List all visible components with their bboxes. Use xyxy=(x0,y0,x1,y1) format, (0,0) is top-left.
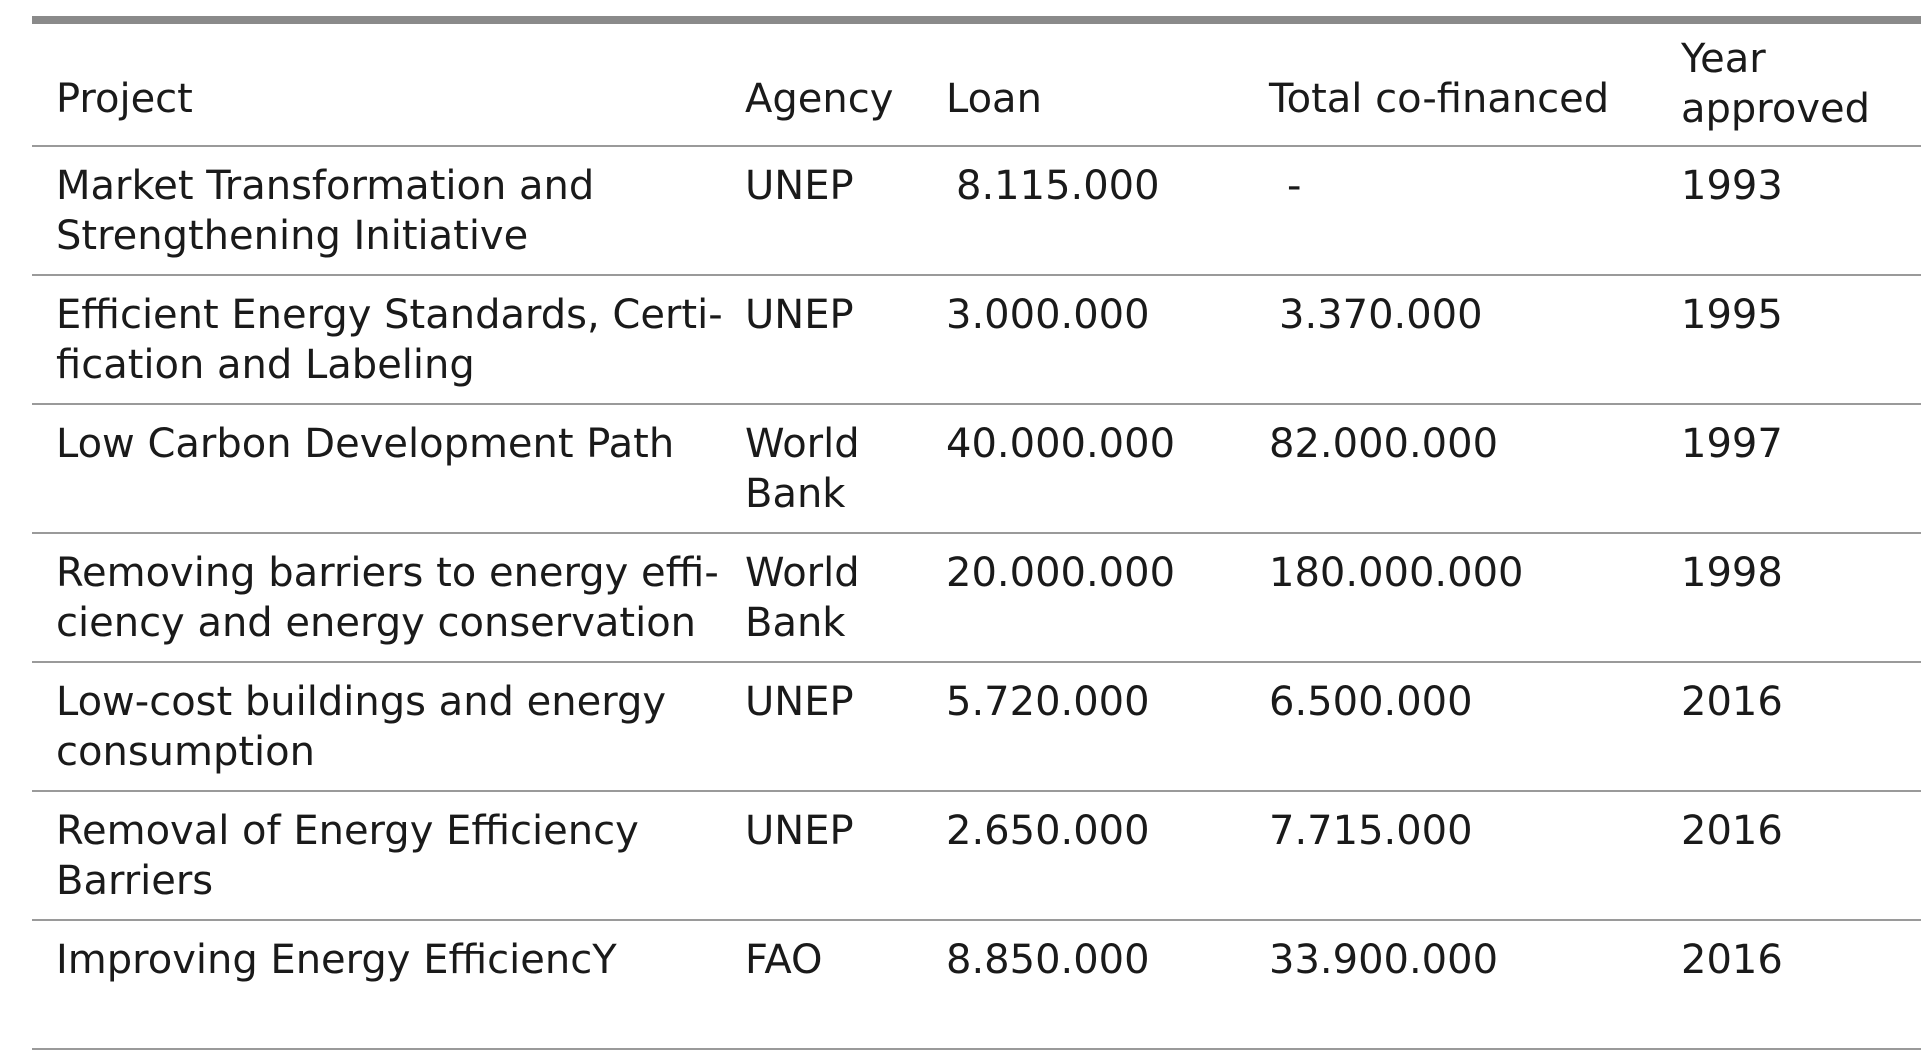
cell-project: Removal of Energy Efficiency Barriers xyxy=(32,791,745,920)
table-row xyxy=(32,404,1921,533)
cell-total-cofinanced: 180.000.000 xyxy=(1269,533,1681,662)
projects-table-container xyxy=(32,16,1921,1050)
table-header-row xyxy=(32,24,1921,146)
header-total-cofinanced: Total co-financed xyxy=(1269,24,1681,146)
cell-agency: FAO xyxy=(745,920,936,1049)
cell-project: Improving Energy EfficiencY xyxy=(32,920,745,1049)
cell-total-cofinanced: 7.715.000 xyxy=(1269,791,1681,920)
cell-agency: UNEP xyxy=(745,662,936,791)
table-row xyxy=(32,533,1921,662)
cell-loan: 20.000.000 xyxy=(936,533,1269,662)
table-row xyxy=(32,791,1921,920)
cell-agency: UNEP xyxy=(745,791,936,920)
table-top-rule xyxy=(32,16,1921,24)
cell-year: 1998 xyxy=(1681,533,1921,662)
cell-total-cofinanced: 6.500.000 xyxy=(1269,662,1681,791)
cell-agency: World Bank xyxy=(745,533,936,662)
table-row xyxy=(32,920,1921,1049)
cell-year: 1993 xyxy=(1681,146,1921,275)
cell-year: 1995 xyxy=(1681,275,1921,404)
cell-project: Low Carbon Development Path xyxy=(32,404,745,533)
cell-loan: 3.000.000 xyxy=(936,275,1269,404)
cell-year: 2016 xyxy=(1681,920,1921,1049)
cell-project: Removing barriers to energy effi- ciency and energy conservation xyxy=(32,533,745,662)
cell-loan: 5.720.000 xyxy=(936,662,1269,791)
cell-total-cofinanced: - xyxy=(1269,146,1681,275)
cell-year: 2016 xyxy=(1681,662,1921,791)
table-row xyxy=(32,662,1921,791)
cell-loan: 40.000.000 xyxy=(936,404,1269,533)
cell-total-cofinanced: 82.000.000 xyxy=(1269,404,1681,533)
header-year-approved: Year approved xyxy=(1681,24,1921,146)
cell-loan: 2.650.000 xyxy=(936,791,1269,920)
cell-loan: 8.115.000 xyxy=(936,146,1269,275)
cell-project: Low-cost buildings and energy consumption xyxy=(32,662,745,791)
cell-total-cofinanced: 33.900.000 xyxy=(1269,920,1681,1049)
header-agency: Agency xyxy=(745,24,936,146)
cell-year: 1997 xyxy=(1681,404,1921,533)
cell-project: Market Transformation and Strengthening Initiative xyxy=(32,146,745,275)
projects-table xyxy=(32,24,1921,1050)
cell-project: Efficient Energy Standards, Certi- fication and Labeling xyxy=(32,275,745,404)
cell-year: 2016 xyxy=(1681,791,1921,920)
cell-agency: World Bank xyxy=(745,404,936,533)
cell-agency: UNEP xyxy=(745,275,936,404)
table-row xyxy=(32,275,1921,404)
table-row xyxy=(32,146,1921,275)
cell-total-cofinanced: 3.370.000 xyxy=(1269,275,1681,404)
header-project: Project xyxy=(32,24,745,146)
header-loan: Loan xyxy=(936,24,1269,146)
cell-loan: 8.850.000 xyxy=(936,920,1269,1049)
cell-agency: UNEP xyxy=(745,146,936,275)
